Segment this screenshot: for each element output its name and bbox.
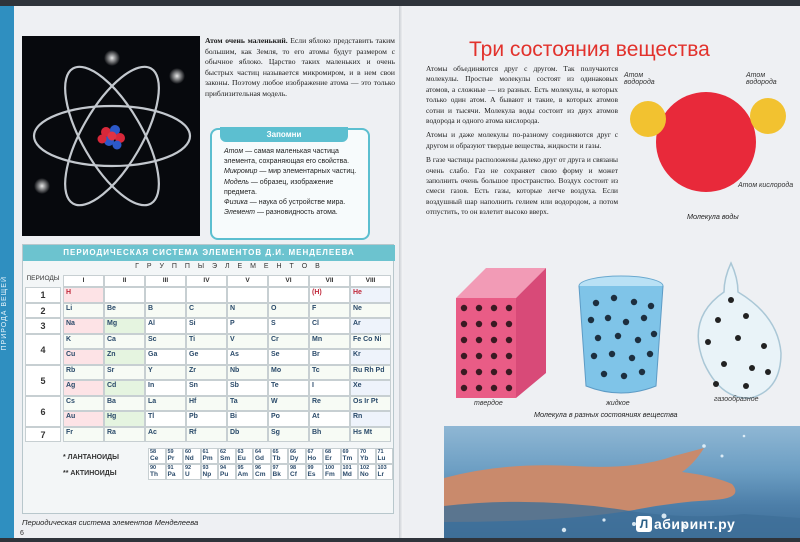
particle-dot (743, 383, 749, 389)
element-cell: Ag (63, 380, 104, 396)
group-numeral: II (104, 275, 145, 287)
particle-dot (461, 369, 467, 375)
element-symbol: Gd (255, 454, 265, 462)
element-cell: As (227, 349, 268, 365)
f-block-cell (148, 448, 166, 464)
element-symbol: Tm (342, 454, 353, 462)
particle-dot (647, 351, 653, 357)
f-block-cell (253, 464, 271, 480)
states-illustration (446, 258, 786, 408)
particle-dot (605, 315, 611, 321)
particle-dot (588, 317, 594, 323)
element-cell: Re (309, 396, 350, 412)
atomic-number: 97 (272, 465, 279, 471)
side-strip (0, 6, 14, 538)
element-cell: Sc (145, 334, 186, 350)
element-cell: Ac (145, 427, 186, 443)
element-cell: Hs Mt (350, 427, 391, 443)
element-cell (145, 287, 186, 303)
element-cell: W (268, 396, 309, 412)
particle-dot (476, 385, 482, 391)
atomic-number: 96 (255, 465, 262, 471)
element-cell: Br (309, 349, 350, 365)
element-cell: Al (145, 318, 186, 334)
memo-item (224, 167, 368, 177)
element-symbol: Bk (272, 470, 281, 478)
particle-dot (506, 305, 512, 311)
element-cell: Se (268, 349, 309, 365)
element-cell: Ne (350, 303, 391, 319)
atomic-number: 64 (255, 449, 262, 455)
period-number: 6 (25, 396, 61, 427)
element-cell: Mn (309, 334, 350, 350)
gas-balloon-icon (698, 263, 781, 398)
element-cell: Te (268, 380, 309, 396)
f-block-cell (306, 448, 324, 464)
particle-dot (728, 297, 734, 303)
atomic-number: 93 (202, 465, 209, 471)
particle-dot (506, 353, 512, 359)
atomic-number: 98 (290, 465, 297, 471)
element-symbol: Cf (290, 470, 297, 478)
particle-dot (595, 335, 601, 341)
element-cell: Na (63, 318, 104, 334)
particle-dot (631, 299, 637, 305)
element-cell: Tc (309, 365, 350, 381)
particle-dot (506, 337, 512, 343)
particle-dot (461, 353, 467, 359)
atomic-number: 65 (272, 449, 279, 455)
atomic-number: 100 (325, 465, 335, 471)
element-cell: Rb (63, 365, 104, 381)
element-cell: K (63, 334, 104, 350)
element-symbol: Nd (185, 454, 194, 462)
memo-term: Модель (224, 178, 249, 186)
particle-dot (635, 337, 641, 343)
element-cell: Fe Co Ni (350, 334, 391, 350)
atomic-number: 59 (167, 449, 174, 455)
element-cell: Cs (63, 396, 104, 412)
states-of-matter-diagram (446, 258, 786, 410)
f-block-cell (271, 448, 289, 464)
f-block-cell (253, 448, 271, 464)
atomic-number: 71 (377, 449, 384, 455)
element-cell: Be (104, 303, 145, 319)
particle-dot (591, 353, 597, 359)
element-symbol: U (185, 470, 190, 478)
intro-paragraph (205, 36, 395, 100)
f-block-cell (341, 448, 359, 464)
particle-dot (641, 315, 647, 321)
particle-dot (611, 295, 617, 301)
f-block-cell (288, 448, 306, 464)
element-cell: Os Ir Pt (350, 396, 391, 412)
element-cell: Y (145, 365, 186, 381)
f-block-label: * ЛАНТАНОИДЫ (63, 454, 119, 461)
element-cell: Sr (104, 365, 145, 381)
element-cell: Tl (145, 411, 186, 427)
particle-dot (491, 305, 497, 311)
atomic-number: 90 (150, 465, 157, 471)
element-cell: I (309, 380, 350, 396)
atomic-number: 103 (377, 465, 387, 471)
element-cell: Xe (350, 380, 391, 396)
particle-dot (506, 369, 512, 375)
element-cell: Ra (104, 427, 145, 443)
element-cell: He (350, 287, 391, 303)
element-cell: Fr (63, 427, 104, 443)
memo-def: — образец, изображение предмета. (224, 178, 334, 196)
atomic-number: 70 (360, 449, 367, 455)
memo-term: Элемент (224, 209, 255, 217)
atomic-number: 92 (185, 465, 192, 471)
water-molecule-caption: Молекула воды (687, 212, 739, 221)
particle-dot (506, 385, 512, 391)
particle-dot (476, 321, 482, 327)
element-symbol: Eu (237, 454, 246, 462)
element-cell: Ti (186, 334, 227, 350)
periodic-table-caption: Периодическая система элементов Менделеева (22, 518, 199, 527)
element-cell: Pb (186, 411, 227, 427)
memo-def: — наука об устройстве мира. (247, 199, 346, 207)
particle-dot (491, 337, 497, 343)
group-numeral: VII (309, 275, 350, 287)
element-cell: H (63, 287, 104, 303)
right-page (404, 6, 800, 538)
element-cell (227, 287, 268, 303)
period-number: 1 (25, 287, 61, 303)
f-block-cell (376, 448, 394, 464)
element-cell (268, 287, 309, 303)
particle-dot (639, 369, 645, 375)
page-number: 6 (20, 530, 24, 537)
element-symbol: Cm (255, 470, 266, 478)
element-symbol: Sm (220, 454, 231, 462)
f-block-cell (148, 464, 166, 480)
element-cell: Zn (104, 349, 145, 365)
periodic-table (22, 244, 394, 514)
remember-box (210, 128, 370, 240)
atomic-number: 58 (150, 449, 157, 455)
f-block-cell (323, 448, 341, 464)
f-block-cell (358, 464, 376, 480)
particle-dot (506, 321, 512, 327)
element-symbol: Dy (290, 454, 299, 462)
periods-header: ПЕРИОДЫ (26, 275, 60, 282)
element-cell: Ba (104, 396, 145, 412)
f-block-cell (271, 464, 289, 480)
hydrogen-label-right: Атом водорода (746, 72, 777, 86)
left-page (0, 6, 402, 538)
solid-cube-icon (456, 268, 546, 398)
element-symbol: Md (342, 470, 352, 478)
f-block-cell (166, 448, 184, 464)
element-cell: Rf (186, 427, 227, 443)
element-cell: P (227, 318, 268, 334)
particle-dot (491, 321, 497, 327)
element-cell: La (145, 396, 186, 412)
remember-box-title: Запомни (220, 127, 348, 142)
memo-item (224, 178, 368, 198)
f-block-cell (201, 464, 219, 480)
element-symbol: Yb (360, 454, 369, 462)
memo-def: — разновидность атома. (255, 209, 338, 217)
element-symbol: Th (150, 470, 158, 478)
particle-dot (491, 369, 497, 375)
f-block-cell (236, 448, 254, 464)
element-symbol: Am (237, 470, 248, 478)
atomic-number: 68 (325, 449, 332, 455)
particle-dot (648, 303, 654, 309)
side-strip-label: ПРИРОДА ВЕЩЕЙ (1, 276, 8, 351)
element-symbol: Tb (272, 454, 281, 462)
group-numeral: III (145, 275, 186, 287)
element-cell: C (186, 303, 227, 319)
element-symbol: Lr (377, 470, 384, 478)
intro-bold: Атом очень маленький. (205, 36, 288, 45)
memo-term: Атом (224, 148, 244, 155)
element-cell (104, 287, 145, 303)
element-cell: F (309, 303, 350, 319)
element-symbol: Ho (307, 454, 317, 462)
period-number: 3 (25, 318, 61, 334)
labirint-logo-icon: Л (636, 516, 652, 532)
element-symbol: Pr (167, 454, 175, 462)
particle-dot (461, 337, 467, 343)
element-cell: Ta (227, 396, 268, 412)
particle-dot (749, 365, 755, 371)
group-numeral: V (227, 275, 268, 287)
memo-item (224, 198, 368, 208)
element-cell: Ca (104, 334, 145, 350)
f-block-cell (236, 464, 254, 480)
f-block-cell (288, 464, 306, 480)
f-block-label: ** АКТИНОИДЫ (63, 470, 117, 477)
oxygen-label: Атом кислорода (738, 182, 794, 189)
particle-dot (476, 305, 482, 311)
f-block-cell (183, 448, 201, 464)
element-cell: Hf (186, 396, 227, 412)
particle-dot (713, 381, 719, 387)
remember-box-body (224, 147, 368, 218)
particle-dot (623, 319, 629, 325)
particle-dot (491, 353, 497, 359)
element-symbol: Es (307, 470, 316, 478)
f-block-cell (218, 464, 236, 480)
memo-def: — мир элементарных частиц. (257, 168, 357, 176)
atomic-number: 95 (237, 465, 244, 471)
element-cell: Cl (309, 318, 350, 334)
memo-item (224, 147, 368, 167)
element-cell: Ga (145, 349, 186, 365)
period-number: 5 (25, 365, 61, 396)
particle-dot (461, 385, 467, 391)
f-block-cell (358, 448, 376, 464)
element-cell: Kr (350, 349, 391, 365)
element-cell: Sg (268, 427, 309, 443)
element-cell: Hg (104, 411, 145, 427)
element-cell: Si (186, 318, 227, 334)
particle-dot (491, 385, 497, 391)
element-cell: Sn (186, 380, 227, 396)
element-cell: B (145, 303, 186, 319)
paragraph: Атомы и даже молекулы по-разному соединяются друг с другом и образуют твердые вещества, жидкости и газы. (426, 130, 618, 150)
element-cell: Db (227, 427, 268, 443)
group-numeral: IV (186, 275, 227, 287)
particle-dot (461, 305, 467, 311)
particle-dot (721, 361, 727, 367)
element-cell: O (268, 303, 309, 319)
f-block-cell (376, 464, 394, 480)
memo-term: Физика (224, 199, 248, 207)
element-symbol: Lu (377, 454, 386, 462)
element-cell: In (145, 380, 186, 396)
states-text (426, 64, 618, 222)
particle-dot (629, 355, 635, 361)
particle-dot (476, 369, 482, 375)
element-cell: Zr (186, 365, 227, 381)
particle-dot (615, 333, 621, 339)
particle-dot (609, 351, 615, 357)
particle-dot (735, 335, 741, 341)
hand-in-water-icon (444, 426, 800, 538)
particle-dot (765, 369, 771, 375)
element-cell: Po (268, 411, 309, 427)
atomic-number: 63 (237, 449, 244, 455)
group-numeral: I (63, 275, 104, 287)
intro-text: Если яблоко представить таким большим, как Земля, то его атомы будут размером с обычное яблоко. Царство таких маленьких и очень быстрых частиц называется микромиром, и в нем свои законы. Поэтому любое изображение атома — это только приблизительная модель. (205, 36, 395, 98)
period-number: 2 (25, 303, 61, 319)
element-symbol: Er (325, 454, 332, 462)
paragraph: Атомы объединяются друг с другом. Так получаются молекулы. Простые молекулы состоят из одинаковых атомов, а сложные — из разных. Есть молекулы, в которых только один атом. А бывают и такие, в которых атомов сотни и тысячи. Молекула воды состоит из двух атомов водорода и одного атома кислорода. (426, 64, 618, 126)
element-cell: Cd (104, 380, 145, 396)
liquid-label: жидкое (606, 400, 630, 407)
particle-dot (651, 331, 657, 337)
particle-dot (705, 339, 711, 345)
period-number: 7 (25, 427, 61, 443)
atomic-number: 66 (290, 449, 297, 455)
element-symbol: Pa (167, 470, 176, 478)
states-caption: Молекула в разных состояниях вещества (534, 410, 678, 419)
f-block-cell (166, 464, 184, 480)
memo-term: Микромир (224, 168, 258, 176)
atomic-number: 102 (360, 465, 370, 471)
element-symbol: Pm (202, 454, 213, 462)
atomic-number: 67 (307, 449, 314, 455)
element-symbol: Pu (220, 470, 229, 478)
atomic-number: 94 (220, 465, 227, 471)
hydrogen-label-left: Атом водорода (624, 72, 655, 86)
element-cell: Sb (227, 380, 268, 396)
element-cell: Ru Rh Pd (350, 365, 391, 381)
atomic-number: 101 (342, 465, 352, 471)
period-number: 4 (25, 334, 61, 365)
element-cell: Mo (268, 365, 309, 381)
atomic-number: 69 (342, 449, 349, 455)
element-symbol: Np (202, 470, 212, 478)
element-cell: Bi (227, 411, 268, 427)
atom-model-icon (22, 36, 200, 236)
element-cell: Cr (268, 334, 309, 350)
groups-header: Г Р У П П Ы Э Л Е М Е Н Т О В (135, 263, 323, 270)
particle-dot (601, 371, 607, 377)
atomic-number: 91 (167, 465, 174, 471)
water-molecule-icon (618, 64, 796, 214)
particle-dot (461, 321, 467, 327)
atomic-number: 60 (185, 449, 192, 455)
gas-label: газообразное (714, 396, 759, 403)
particle-dot (621, 373, 627, 379)
particle-dot (593, 300, 599, 306)
f-block-cell (183, 464, 201, 480)
particle-dot (761, 343, 767, 349)
element-cell: V (227, 334, 268, 350)
labirint-logo-text: абиринт.ру (654, 516, 736, 532)
atomic-number: 99 (307, 465, 314, 471)
element-symbol: No (360, 470, 369, 478)
particle-dot (743, 313, 749, 319)
periodic-table-title: ПЕРИОДИЧЕСКАЯ СИСТЕМА ЭЛЕМЕНТОВ Д.И. МЕНДЕЛЕЕВА (23, 245, 395, 261)
element-symbol: Ce (150, 454, 159, 462)
memo-item (224, 208, 368, 218)
page-title: Три состояния вещества (469, 38, 710, 61)
memo-def: — самая маленькая частица элемента, сохраняющая его свойства. (224, 148, 350, 166)
element-cell: Au (63, 411, 104, 427)
atomic-number: 61 (202, 449, 209, 455)
particle-dot (715, 317, 721, 323)
particle-dot (476, 353, 482, 359)
element-cell: Rn (350, 411, 391, 427)
f-block-cell (323, 464, 341, 480)
element-cell: Ar (350, 318, 391, 334)
element-cell: (H) (309, 287, 350, 303)
atomic-number: 62 (220, 449, 227, 455)
element-cell: Mg (104, 318, 145, 334)
element-symbol: Fm (325, 470, 335, 478)
atom-model-image (22, 36, 200, 236)
particle-dot (476, 337, 482, 343)
element-cell: Ge (186, 349, 227, 365)
element-cell: S (268, 318, 309, 334)
f-block-cell (218, 448, 236, 464)
water-molecule-diagram (618, 64, 796, 214)
element-cell: N (227, 303, 268, 319)
element-cell: Nb (227, 365, 268, 381)
liquid-beaker-icon (579, 276, 663, 393)
solid-label: твердое (474, 400, 503, 407)
element-cell: Bh (309, 427, 350, 443)
paragraph: В газе частицы расположены далеко друг от друга и связаны очень слабо. Газ не сохраняет свою форму и может заполнить очень большое пространство. Воздух состоит из смеси газов. Есть газы, которые легче воздуха. Если воздушный шар наполнить гелием или водородом, а потом отпустить, то он взлетит высоко вверх. (426, 155, 618, 217)
element-cell (186, 287, 227, 303)
f-block-cell (341, 464, 359, 480)
hand-water-photo (444, 426, 800, 538)
element-cell: At (309, 411, 350, 427)
group-numeral: VI (268, 275, 309, 287)
group-numeral: VIII (350, 275, 391, 287)
f-block-cell (306, 464, 324, 480)
element-cell: Cu (63, 349, 104, 365)
element-cell: Li (63, 303, 104, 319)
f-block-cell (201, 448, 219, 464)
